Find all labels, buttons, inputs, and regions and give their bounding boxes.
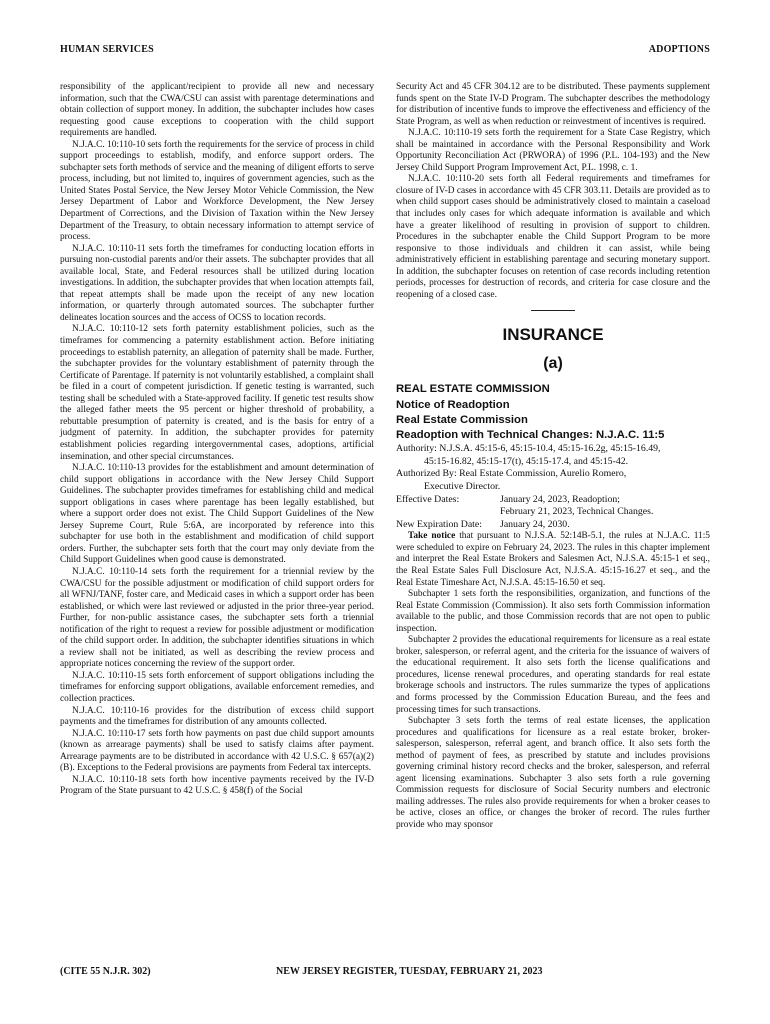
rule-heading: Readoption with Technical Changes: N.J.A.C. 11:5 <box>396 429 665 441</box>
expiration-date <box>396 519 710 532</box>
paragraph: N.J.A.C. 10:110-10 sets forth the requirements for the service of process in child support proceedings to establish, modify, and enforce support orders. The subchapter sets forth methods of service and the meaning of diligent efforts to serve process, including, but not limited to, inquires of government agencies, such as the United States Postal Service, the New Jersey Motor Vehicle Commission, the New Jersey Department of Labor and Workforce Development, the New Jersey Department of Corrections, and the Division of Taxation within the New Jersey Department of the Treasury, to obtain necessary information to attempt service of process. <box>60 139 374 243</box>
paragraph: N.J.A.C. 10:110-20 sets forth all Federal requirements and timeframes for closure of IV-D cases in accordance with 45 CFR 303.11. Details are provided as to when child support cases should be administratively closed to maintain a caseload that includes only cases for which adequate information is available and which have a greater likelihood of resulting in provision of support to children. Procedures in the subchapter enable the Child Support Program to be more responsive to those individuals and children it can assist, while being administratively efficient in establishing parentage and securing monetary support. In addition, the subchapter focuses on retention of case records including retention periods, processes for destruction of records, and criteria for case closure and the reopening of a closed case. <box>396 174 710 300</box>
page-header <box>60 44 710 60</box>
agency-subheading: Real Estate Commission <box>396 413 528 426</box>
right-column <box>396 82 710 832</box>
page-footer <box>60 966 710 982</box>
left-column <box>60 82 374 798</box>
expiration-date-label: New Expiration Date: <box>396 518 482 530</box>
authorized-by-line: Authorized By: Real Estate Commission, Aurelio Romero, <box>396 468 627 480</box>
paragraph: Subchapter 2 provides the educational requirements for licensure as a real estate broker, salesperson, or referral agent, and the criteria for the issuance of waivers of the educational requirement. It also sets forth the license qualifications and procedures, license renewal procedures, and operating standards for real estate brokerage schools and instructors. The rules summarize the types of applications and forms processed by the Commission Education Bureau, and the fees and processing times for such transactions. <box>396 635 710 715</box>
paragraph: N.J.A.C. 10:110-16 provides for the distribution of excess child support payments and the timeframes for distribution of any amounts collected. <box>60 705 374 728</box>
header-section-left: HUMAN SERVICES <box>60 44 154 55</box>
section-title: INSURANCE <box>502 325 604 345</box>
effective-date-readoption: January 24, 2023, Readoption; <box>500 493 620 505</box>
expiration-date-value: January 24, 2030. <box>500 518 570 530</box>
notice-heading: Notice of Readoption <box>396 398 510 411</box>
take-notice-paragraph <box>396 531 710 589</box>
rule-metadata <box>396 443 710 531</box>
section-subtitle: (a) <box>543 355 563 373</box>
take-notice-lead: Take notice <box>408 531 456 542</box>
footer-register-date: NEW JERSEY REGISTER, TUESDAY, FEBRUARY 21, 2023 <box>276 966 543 977</box>
header-section-right: ADOPTIONS <box>648 44 710 55</box>
authority-line: Authority: N.J.S.A. 45:15-6, 45:15-10.4, 45:15-16.2g, 45:15-16.49, <box>396 443 661 455</box>
footer-citation: (CITE 55 N.J.R. 302) <box>60 966 151 977</box>
paragraph: responsibility of the applicant/recipient to provide all new and necessary information, such that the CWA/CSU can assist with parentage determinations and obtain collection of support money. In addition, the subchapter includes how cases requesting good cause exceptions to cooperation with the child support requirements are handled. <box>60 82 374 139</box>
paragraph: Subchapter 1 sets forth the responsibilities, organization, and functions of the Real Estate Commission (Commission). It also sets forth Commission information available to the public, and those Commission records that are not open to public inspection. <box>396 589 710 634</box>
paragraph: Subchapter 3 sets forth the terms of real estate licenses, the application procedures and qualifications for licensure as a real estate broker, broker-salesperson, salesperson, referral agent, and branch office. It also sets forth the method of payment of fees, as prescribed by statute and includes provisions governing criminal history record checks and the broker, salesperson, and referral agent licensing examinations. Subchapter 3 also sets forth a rule governing Commission requests for disclosure of Social Security numbers and electronic mailing addresses. The rules also provide requirements for when a broker ceases to be active, closes an office, or changes the broker of record. The rules further provide who may sponsor <box>396 716 710 831</box>
effective-dates <box>396 494 710 519</box>
authorized-by-continued: Executive Director. <box>424 480 501 492</box>
paragraph: N.J.A.C. 10:110-11 sets forth the timeframes for conducting location efforts in pursuing non-custodial parents and/or their assets. The subchapter provides that all available local, State, and Federal resources shall be utilized during location investigations. In addition, the subchapter provides that when location attempts fail, that repeat attempts shall be made upon the receipt of any new location information, or quarterly through automated sources. The subchapter further delineates location sources and the access of OCSS to location records. <box>60 243 374 323</box>
paragraph: N.J.A.C. 10:110-15 sets forth enforcement of support obligations including the timeframes for enforcing support obligations, available enforcement remedies, and collection practices. <box>60 670 374 704</box>
section-divider <box>531 310 575 311</box>
authority-line-continued: 45:15-16.82, 45:15-17(t), 45:15-17.4, and 45:15-42. <box>424 455 629 467</box>
paragraph: N.J.A.C. 10:110-12 sets forth paternity establishment policies, such as the timeframes for commencing a paternity establishment action. Before initiating proceedings to establish paternity, an allegation of paternity shall be made. Further, the subchapter provides for the voluntary establishment of paternity through the Certificate of Parentage. If paternity is not voluntarily established, a complaint shall be filed in a court of competent jurisdiction. If genetic testing is warranted, such testing shall be scheduled with a State-approved facility. If genetic test results show the alleged father meets the 95 percent or higher threshold of probability, a rebuttable presumption of paternity is created, and is the basis for entry of a judgment of paternity. In addition, the subchapter provides for paternity establishment policies regarding intergovernmental cases, adoptions, artificial insemination, and other special circumstances. <box>60 324 374 462</box>
paragraph: Security Act and 45 CFR 304.12 are to be distributed. These payments supplement funds spent on the State IV-D Program. The subchapter describes the methodology for distribution of incentive funds to improve the effectiveness and efficiency of the State Program, as well as when reduction or reinvestment of incentives is required. <box>396 82 710 127</box>
paragraph: N.J.A.C. 10:110-17 sets forth how payments on past due child support amounts (known as arrearage payments) shall be used to satisfy claims after payment. Arrearage payments are to be distributed in accordance with 42 U.S.C. § 657(a)(2)(B). Exceptions to the Federal provisions are payments from Federal tax intercepts. <box>60 728 374 774</box>
agency-heading: REAL ESTATE COMMISSION <box>396 383 550 396</box>
paragraph: N.J.A.C. 10:110-19 sets forth the requirement for a State Case Registry, which shall be maintained in accordance with the Personal Responsibility and Work Opportunity Reconciliation Act (PRWORA) of 1996 (P.L. 104-193) and the New Jersey Child Support Program Improvement Act, P.L. 1998, c. 1. <box>396 128 710 173</box>
paragraph: N.J.A.C. 10:110-13 provides for the establishment and amount determination of child support obligations in accordance with the New Jersey Child Support Guidelines. The subchapter provides timeframes for establishing child and medical support obligations in cases where parentage has been legally established, but where a support order does not exist. The Child Support Guidelines of the New Jersey Supreme Court, Rule 5:6A, are incorporated by reference into this subchapter for use both in the establishment and modification of child support orders. Further, the subchapter sets forth that the court may only deviate from the Child Support Guidelines when good cause is demonstrated. <box>60 463 374 566</box>
effective-dates-label: Effective Dates: <box>396 493 460 505</box>
paragraph: N.J.A.C. 10:110-14 sets forth the requirement for a triennial review by the CWA/CSU for the possible adjustment or modification of child support orders for all WFNJ/TANF, foster care, and Medicaid cases in which a support order has been established, or which were last reviewed or adjusted in the prior three-year period. Further, for non-public assistance cases, the subchapter sets forth a triennial notification of the right to request a review for possible adjustment or modification of the child support order. In addition, the subchapter identifies situations in which a review shall not be initiated, as well as describing the review process and appropriate notices concerning the review of the support order. <box>60 566 374 670</box>
paragraph: N.J.A.C. 10:110-18 sets forth how incentive payments received by the IV-D Program of the State pursuant to 42 U.S.C. § 458(f) of the Social <box>60 774 374 797</box>
take-notice-text: that pursuant to N.J.S.A. 52:14B-5.1, the rules at N.J.A.C. 11:5 were scheduled to expire on February 24, 2023. The rules in this chapter implement and interpret the Real Estate Brokers and Salesmen Act, N.J.S.A. 45:15-1 et seq., the Real Estate Sales Full Disclosure Act, N.J.S.A. 45:15-16.27 et seq., and the Real Estate Timeshare Act, N.J.S.A. 45:15-16.50 et seq. <box>396 531 710 588</box>
effective-date-technical: February 21, 2023, Technical Changes. <box>500 506 654 518</box>
